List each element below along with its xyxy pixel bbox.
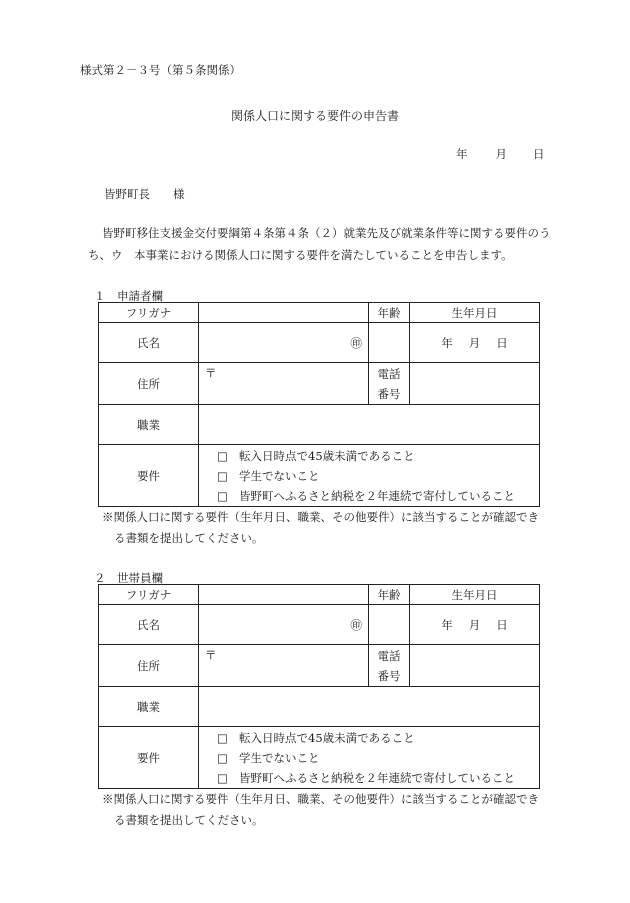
declaration-text: 皆野町移住支援金交付要綱第４条第４条（２）就業先及び就業条件等に関する要件のうち、ウ 本事業における関係人口に関する要件を満たしていることを申告します。 xyxy=(88,226,551,262)
furigana-field[interactable] xyxy=(199,585,369,605)
phone-label xyxy=(369,645,410,687)
addressee: 皆野町長 様 xyxy=(104,187,185,201)
household-table xyxy=(98,584,540,789)
requirement-item[interactable] xyxy=(217,466,539,486)
requirement-text: 皆野町へふるさと納税を２年連続で寄付していること xyxy=(239,488,515,503)
checkbox-icon[interactable]: □ xyxy=(217,448,228,463)
name-field[interactable] xyxy=(199,605,369,645)
dob-day-label: 日 xyxy=(496,617,508,632)
occupation-label: 職業 xyxy=(99,687,199,727)
requirement-text: 学生でないこと xyxy=(239,750,320,765)
age-field[interactable] xyxy=(369,605,410,645)
seal-mark: ㊞ xyxy=(350,617,362,632)
checkbox-icon[interactable]: □ xyxy=(217,750,228,765)
dob-label: 生年月日 xyxy=(410,585,540,605)
note-line-2: る書類を提出してください。 xyxy=(114,531,264,545)
dob-field[interactable] xyxy=(410,605,540,645)
phone-field[interactable] xyxy=(410,363,540,405)
dob-day-label: 日 xyxy=(496,335,508,350)
requirements-list xyxy=(199,727,540,789)
note xyxy=(102,507,552,549)
dob-year-label: 年 xyxy=(441,335,453,350)
checkbox-icon[interactable]: □ xyxy=(217,468,228,483)
requirement-item[interactable] xyxy=(217,748,539,768)
address-label: 住所 xyxy=(99,645,199,687)
phone-label-line2: 番号 xyxy=(377,386,401,401)
furigana-label: フリガナ xyxy=(99,585,199,605)
furigana-field[interactable] xyxy=(199,303,369,323)
furigana-label: フリガナ xyxy=(99,303,199,323)
checkbox-icon[interactable]: □ xyxy=(217,730,228,745)
occupation-field[interactable] xyxy=(199,687,540,727)
requirements-label: 要件 xyxy=(99,445,199,507)
occupation-field[interactable] xyxy=(199,405,540,445)
name-field[interactable] xyxy=(199,323,369,363)
postal-mark: 〒 xyxy=(205,366,217,380)
name-label: 氏名 xyxy=(99,323,199,363)
requirement-text: 転入日時点で45歳未満であること xyxy=(239,448,415,463)
dob-month-label: 月 xyxy=(468,335,481,350)
date-line xyxy=(456,146,545,162)
section-title-household: ２ 世帯員欄 xyxy=(94,571,163,585)
age-label: 年齢 xyxy=(369,303,410,323)
note-line-1: ※関係人口に関する要件（生年月日、職業、その他要件）に該当することが確認でき xyxy=(102,510,539,524)
phone-field[interactable] xyxy=(410,645,540,687)
section-title-applicant: １ 申請者欄 xyxy=(94,289,163,303)
requirement-item[interactable] xyxy=(217,728,539,748)
date-year-label: 年 xyxy=(456,147,468,161)
form-number: 様式第２－３号（第５条関係） xyxy=(80,63,241,77)
note-line-2: る書類を提出してください。 xyxy=(114,813,264,827)
document-title: 関係人口に関する要件の申告書 xyxy=(230,109,399,123)
requirement-text: 皆野町へふるさと納税を２年連続で寄付していること xyxy=(239,770,515,785)
date-month-label: 月 xyxy=(495,147,507,161)
requirement-item[interactable] xyxy=(217,768,539,788)
checkbox-icon[interactable]: □ xyxy=(217,770,228,785)
phone-label-line1: 電話 xyxy=(377,366,401,381)
dob-year-label: 年 xyxy=(441,617,453,632)
phone-label-line1: 電話 xyxy=(377,648,401,663)
requirement-item[interactable] xyxy=(217,446,539,466)
seal-mark: ㊞ xyxy=(350,335,362,350)
address-label: 住所 xyxy=(99,363,199,405)
note-line-1: ※関係人口に関する要件（生年月日、職業、その他要件）に該当することが確認でき xyxy=(102,792,539,806)
postal-mark: 〒 xyxy=(205,648,217,662)
requirements-list xyxy=(199,445,540,507)
dob-month-label: 月 xyxy=(468,617,481,632)
dob-field[interactable] xyxy=(410,323,540,363)
dob-label: 生年月日 xyxy=(410,303,540,323)
address-field[interactable] xyxy=(199,363,369,405)
phone-label xyxy=(369,363,410,405)
age-field[interactable] xyxy=(369,323,410,363)
requirements-label: 要件 xyxy=(99,727,199,789)
phone-label-line2: 番号 xyxy=(377,668,401,683)
requirement-text: 転入日時点で45歳未満であること xyxy=(239,730,415,745)
applicant-table xyxy=(98,302,540,507)
date-day-label: 日 xyxy=(533,147,545,161)
address-field[interactable] xyxy=(199,645,369,687)
requirement-item[interactable] xyxy=(217,486,539,506)
note xyxy=(102,789,552,831)
age-label: 年齢 xyxy=(369,585,410,605)
occupation-label: 職業 xyxy=(99,405,199,445)
requirement-text: 学生でないこと xyxy=(239,468,320,483)
name-label: 氏名 xyxy=(99,605,199,645)
checkbox-icon[interactable]: □ xyxy=(217,488,228,503)
